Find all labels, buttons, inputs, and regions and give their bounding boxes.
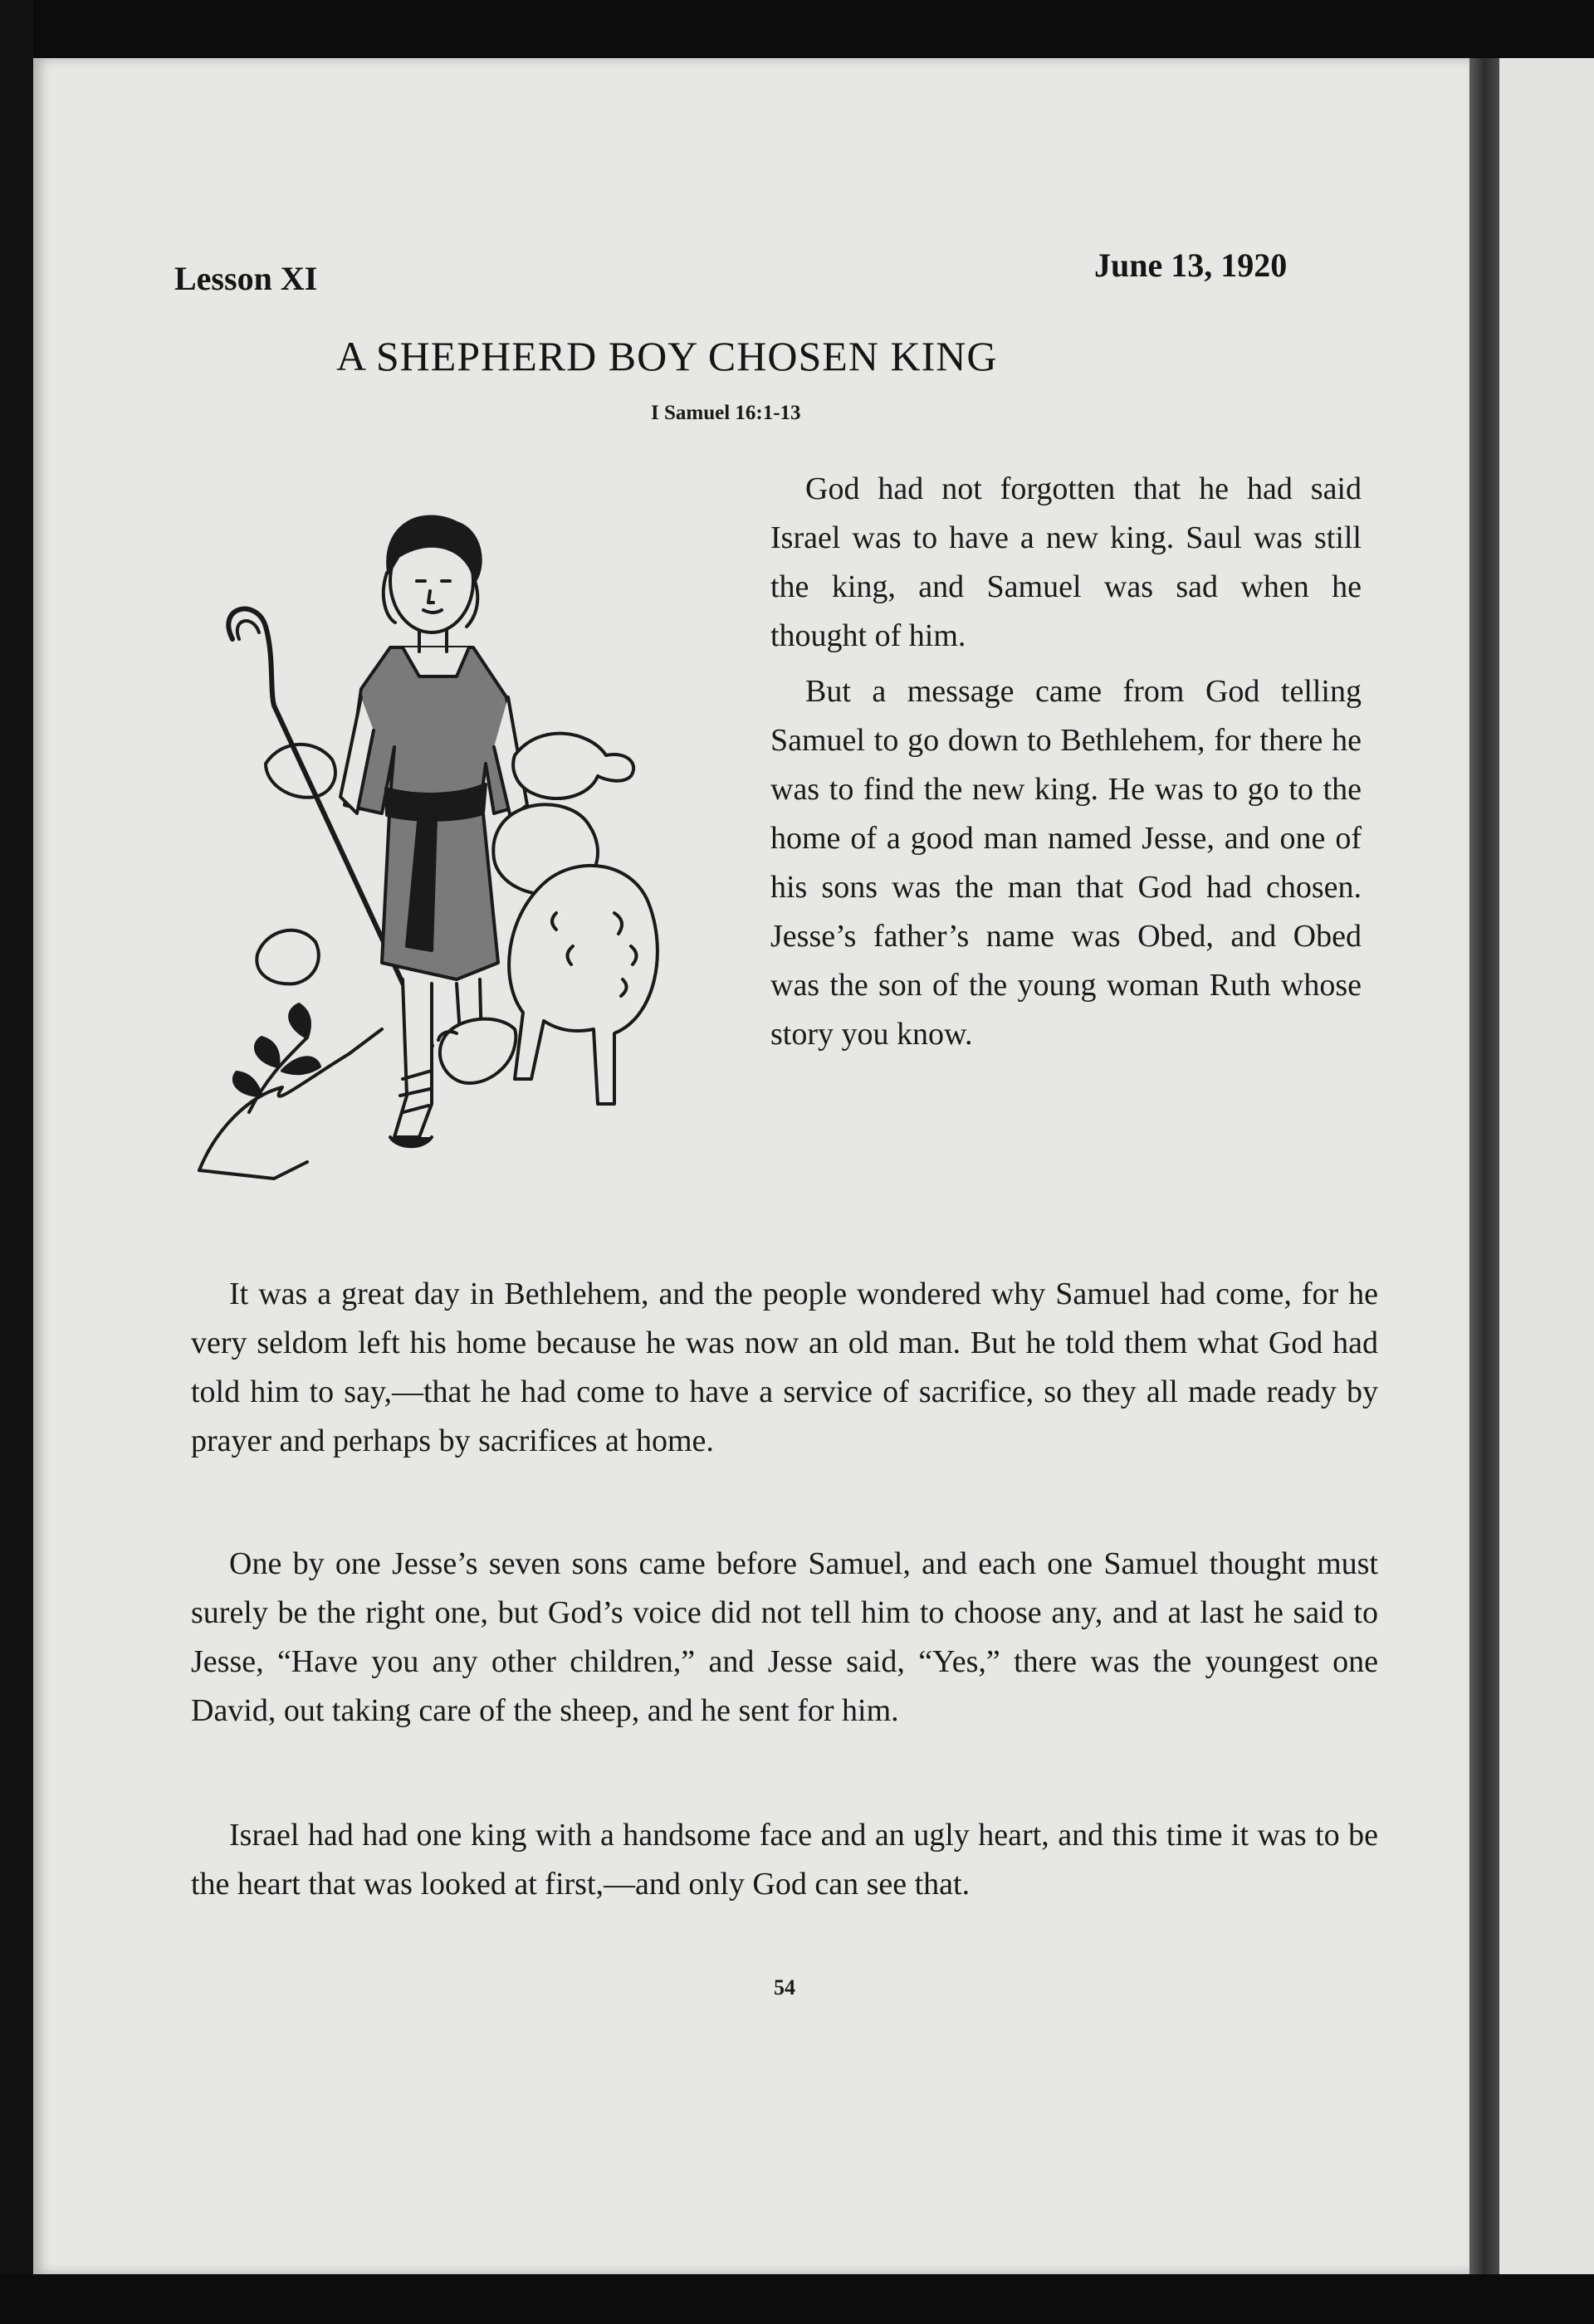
column-text	[770, 465, 1362, 1066]
paragraph-5-block	[191, 1811, 1378, 1909]
paragraph-1: God had not forgotten that he had said Israel was to have a new king. Saul was still the king, and Samuel was sad when he thought of him.	[770, 471, 1362, 653]
lesson-date: June 13, 1920	[1094, 247, 1288, 284]
book-gutter	[1469, 58, 1499, 2274]
page-number: 54	[774, 1975, 795, 1999]
shepherd-boy-illustration	[183, 448, 731, 1245]
scan-border-top	[0, 0, 1594, 58]
lesson-label: Lesson XI	[174, 260, 318, 297]
scripture-reference: I Samuel 16:1-13	[651, 402, 801, 424]
paragraph-2: But a message came from God telling Samuel to go down to Bethlehem, for there he was to find the new king. He was to go to the home of a good man named Jesse, and one of his sons was the man that God had chosen. Jesse’s father’s name was Obed, and Obed was the son of the young woman Ruth whose story you know.	[770, 674, 1362, 1052]
facing-page-edge	[1499, 58, 1594, 2274]
scan-border-bottom	[0, 2274, 1594, 2324]
paragraph-5: Israel had had one king with a handsome face and an ugly heart, and this time it was to be the heart that was looked at first,—and only God can see that.	[191, 1818, 1378, 1902]
paragraph-4: One by one Jesse’s seven sons came before Samuel, and each one Samuel thought must surely be the right one, but God’s voice did not tell him to choose any, and at last he said to Jesse, “Have you any other children,” and Jesse said, “Yes,” there was the youngest one David, out taking care of the sheep, and he sent for him.	[191, 1546, 1378, 1728]
paragraph-3: It was a great day in Bethlehem, and the people wondered why Samuel had come, for he very seldom left his home because he was now an old man. But he told them what God had told him to say,—that he had come to have a service of sacrifice, so they all made ready by prayer and perhaps by sacrifices at home.	[191, 1277, 1378, 1458]
paragraph-4-block	[191, 1540, 1378, 1736]
paragraph-3-block	[191, 1270, 1378, 1466]
scan-border-left	[0, 0, 33, 2324]
page-title: A SHEPHERD BOY CHOSEN KING	[336, 333, 998, 379]
